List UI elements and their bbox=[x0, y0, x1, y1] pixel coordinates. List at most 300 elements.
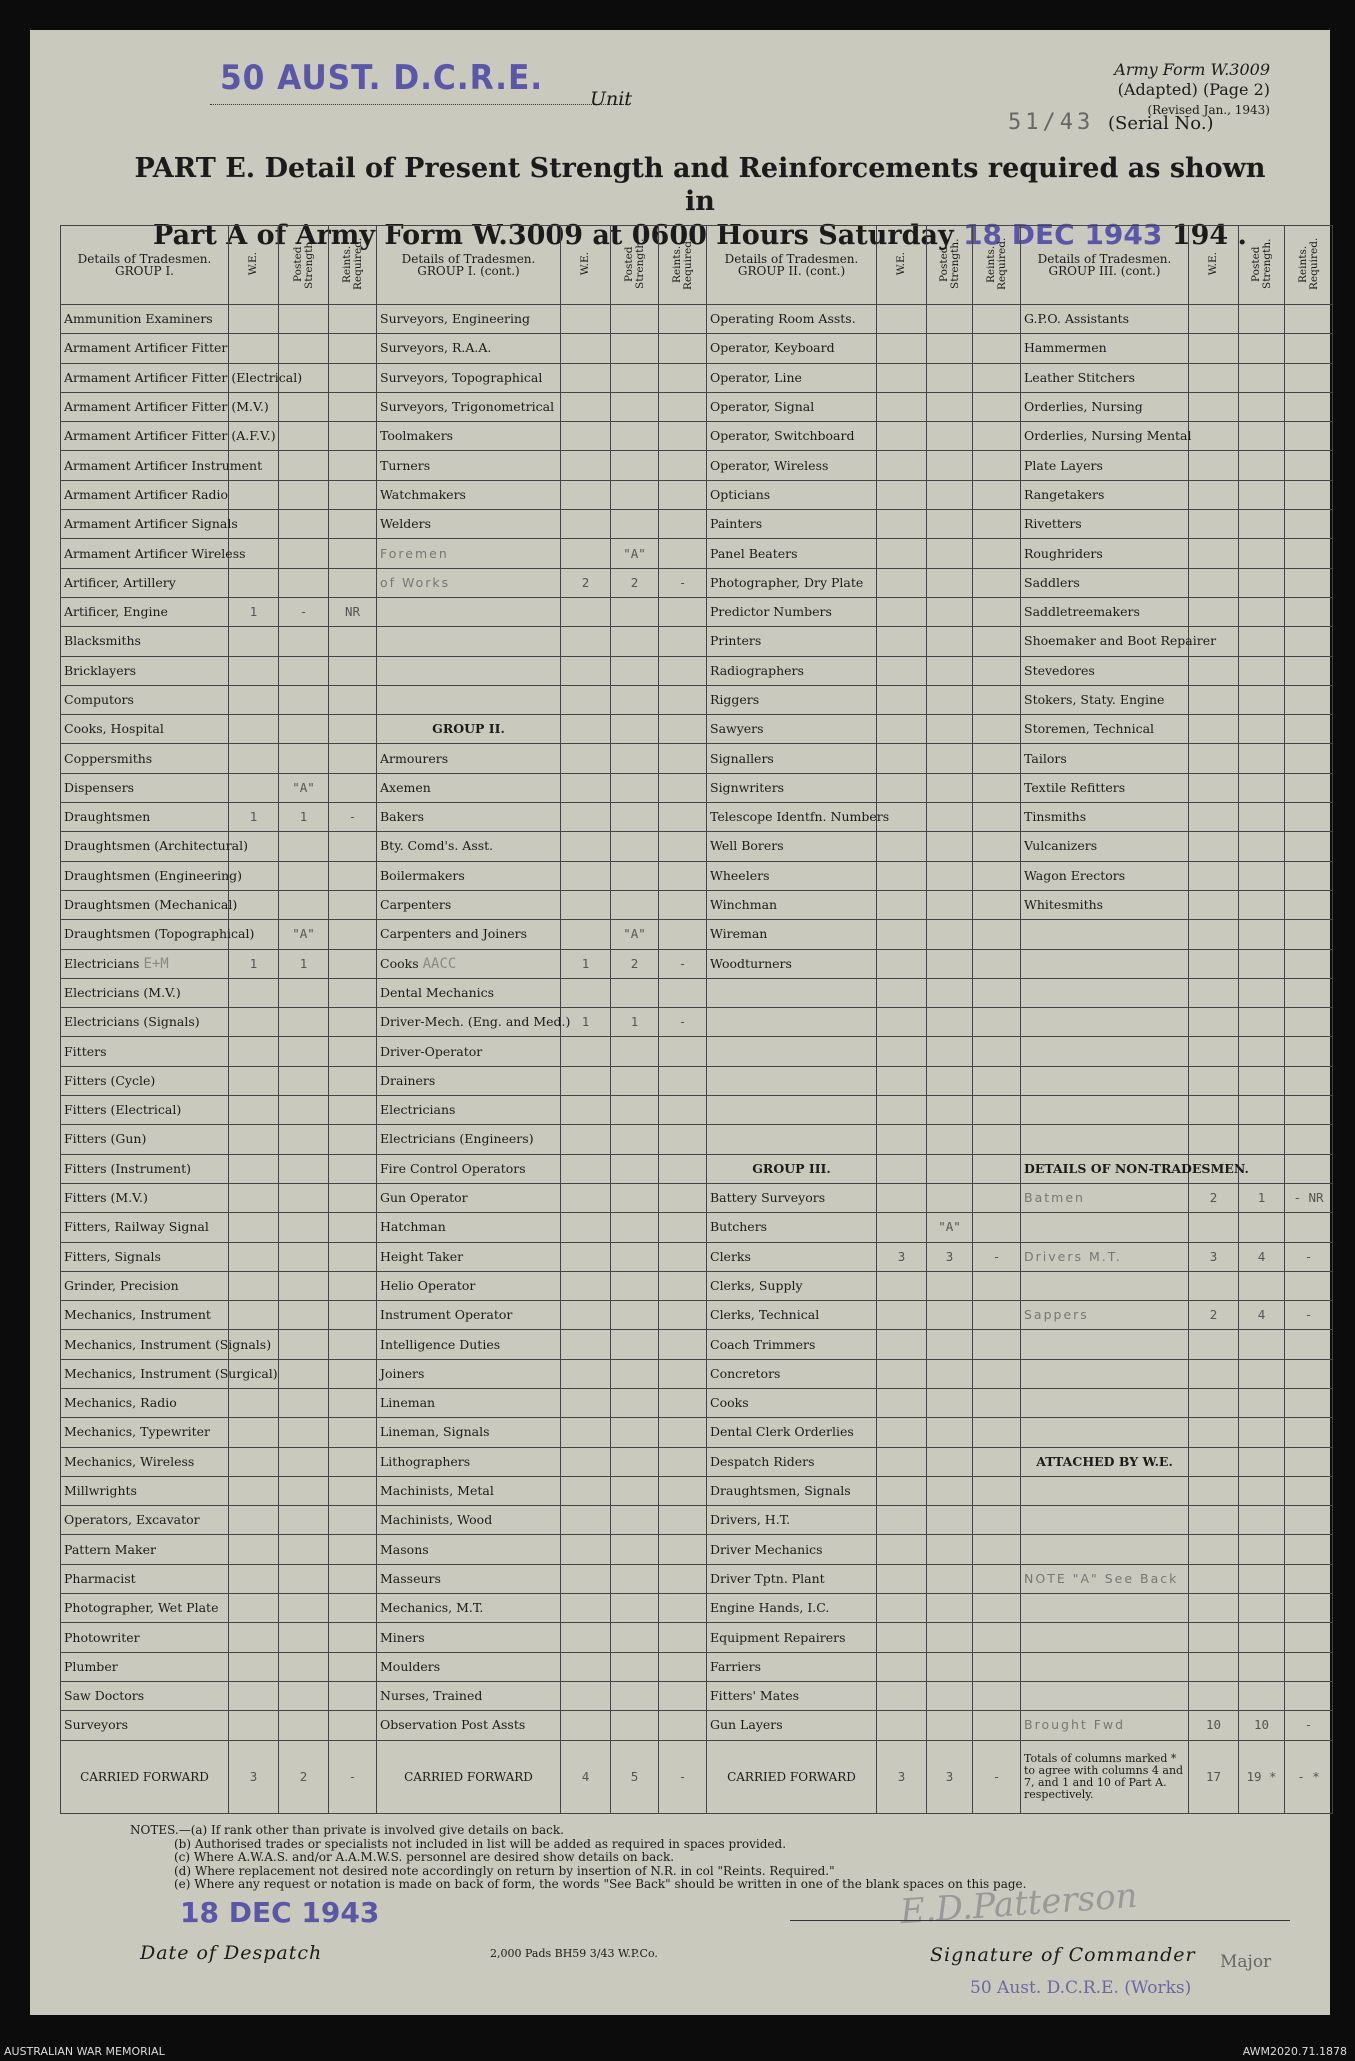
posted-cell bbox=[927, 1506, 973, 1535]
we-cell bbox=[561, 305, 611, 334]
reints-cell bbox=[329, 1096, 377, 1125]
reints-cell bbox=[1285, 627, 1333, 656]
table-row bbox=[61, 1681, 1333, 1710]
we-cell bbox=[1189, 1506, 1239, 1535]
totals-note: Totals of columns marked * to agree with columns 4 and 7, and 1 and 10 of Part A. respectively. bbox=[1021, 1740, 1189, 1813]
posted-cell bbox=[611, 627, 659, 656]
trade-name-cell: Coach Trimmers bbox=[707, 1330, 877, 1359]
reints-cell bbox=[329, 568, 377, 597]
trade-name-cell: Fitters (Gun) bbox=[61, 1125, 229, 1154]
trade-name-cell bbox=[707, 1008, 877, 1037]
reints-cell bbox=[973, 744, 1021, 773]
carried-forward-label: CARRIED FORWARD bbox=[707, 1740, 877, 1813]
posted-cell bbox=[611, 480, 659, 509]
posted-cell bbox=[927, 744, 973, 773]
trade-name-cell: Photographer, Wet Plate bbox=[61, 1594, 229, 1623]
table-row bbox=[61, 363, 1333, 392]
trade-name-cell: Height Taker bbox=[377, 1242, 561, 1271]
reints-cell bbox=[973, 861, 1021, 890]
posted-cell bbox=[927, 1652, 973, 1681]
reints-cell bbox=[1285, 744, 1333, 773]
posted-header: Posted Strength. bbox=[1239, 226, 1285, 305]
trade-name-cell: Signallers bbox=[707, 744, 877, 773]
we-cell bbox=[1189, 685, 1239, 714]
reints-cell bbox=[329, 890, 377, 919]
reints-cell bbox=[659, 539, 707, 568]
we-cell bbox=[877, 363, 927, 392]
trade-name-cell bbox=[1021, 1213, 1189, 1242]
reints-cell bbox=[659, 1183, 707, 1212]
trade-name-cell: Drivers, H.T. bbox=[707, 1506, 877, 1535]
title-line-2-suffix: 194 . bbox=[1171, 220, 1247, 251]
note-b: (b) Authorised trades or specialists not included in list will be added as required in spaces provided. bbox=[174, 1836, 787, 1851]
table-row bbox=[61, 803, 1333, 832]
trade-name-cell: Miners bbox=[377, 1623, 561, 1652]
posted-cell bbox=[611, 305, 659, 334]
archive-credit: AUSTRALIAN WAR MEMORIAL bbox=[4, 2045, 165, 2058]
trade-name-cell: Pharmacist bbox=[61, 1564, 229, 1593]
we-cell bbox=[229, 1594, 279, 1623]
we-cell bbox=[877, 1594, 927, 1623]
trade-name-cell: Telescope Identfn. Numbers bbox=[707, 803, 877, 832]
trade-name-cell: Surveyors, Topographical bbox=[377, 363, 561, 392]
table-row bbox=[61, 1652, 1333, 1681]
trade-name-cell: Plate Layers bbox=[1021, 451, 1189, 480]
trade-name-cell: DETAILS OF NON-TRADESMEN. bbox=[1021, 1154, 1189, 1183]
we-cell bbox=[229, 1242, 279, 1271]
reints-cell bbox=[329, 656, 377, 685]
trade-name-cell: GROUP III. bbox=[707, 1154, 877, 1183]
posted-header: Posted Strength. bbox=[279, 226, 329, 305]
posted-cell bbox=[611, 1388, 659, 1417]
table-row bbox=[61, 1359, 1333, 1388]
reints-cell bbox=[1285, 1125, 1333, 1154]
we-cell bbox=[229, 715, 279, 744]
posted-header: Posted Strength. bbox=[611, 226, 659, 305]
reints-cell bbox=[659, 597, 707, 626]
reints-cell bbox=[1285, 539, 1333, 568]
reints-cell bbox=[659, 510, 707, 539]
reints-cell bbox=[1285, 1330, 1333, 1359]
we-cell bbox=[877, 451, 927, 480]
trade-name-cell: Orderlies, Nursing Mental bbox=[1021, 422, 1189, 451]
posted-cell: "A" bbox=[611, 539, 659, 568]
we-cell bbox=[1189, 334, 1239, 363]
reints-cell bbox=[1285, 510, 1333, 539]
trade-name-cell: Cooks bbox=[707, 1388, 877, 1417]
reints-cell bbox=[329, 1359, 377, 1388]
reints-cell bbox=[659, 1301, 707, 1330]
posted-cell bbox=[927, 1594, 973, 1623]
reints-cell bbox=[659, 1271, 707, 1300]
trade-name-cell bbox=[377, 685, 561, 714]
trade-name-cell: Cooks, Hospital bbox=[61, 715, 229, 744]
trade-name-cell: Clerks bbox=[707, 1242, 877, 1271]
posted-cell bbox=[1239, 1359, 1285, 1388]
posted-cell bbox=[611, 744, 659, 773]
we-cell bbox=[229, 1125, 279, 1154]
reints-cell bbox=[973, 803, 1021, 832]
posted-cell bbox=[279, 890, 329, 919]
we-cell bbox=[561, 510, 611, 539]
reints-cell bbox=[973, 1476, 1021, 1505]
reints-cell bbox=[1285, 1623, 1333, 1652]
trade-name-cell: Electricians (Engineers) bbox=[377, 1125, 561, 1154]
we-cell bbox=[229, 1271, 279, 1300]
trade-name-cell: Driver Mechanics bbox=[707, 1535, 877, 1564]
we-cell bbox=[561, 1096, 611, 1125]
posted-cell bbox=[611, 832, 659, 861]
trade-name-cell bbox=[1021, 1388, 1189, 1417]
posted-cell bbox=[279, 656, 329, 685]
trade-name-cell: Tailors bbox=[1021, 744, 1189, 773]
we-cell bbox=[877, 1535, 927, 1564]
trade-name-cell: Opticians bbox=[707, 480, 877, 509]
trade-name-cell bbox=[1021, 978, 1189, 1007]
reints-cell bbox=[1285, 451, 1333, 480]
reints-cell bbox=[973, 539, 1021, 568]
table-row bbox=[61, 685, 1333, 714]
trade-name-cell: NOTE "A" See Back bbox=[1021, 1564, 1189, 1593]
posted-cell bbox=[611, 1330, 659, 1359]
posted-cell bbox=[611, 422, 659, 451]
we-cell bbox=[1189, 1037, 1239, 1066]
reints-cell bbox=[329, 1681, 377, 1710]
posted-cell bbox=[279, 1711, 329, 1740]
posted-cell bbox=[279, 744, 329, 773]
we-cell: 2 bbox=[1189, 1301, 1239, 1330]
posted-cell bbox=[1239, 1125, 1285, 1154]
cf-g4-we: 17 bbox=[1189, 1740, 1239, 1813]
reints-cell bbox=[659, 978, 707, 1007]
trade-name-cell: Toolmakers bbox=[377, 422, 561, 451]
reints-cell: - bbox=[329, 803, 377, 832]
reints-cell bbox=[1285, 1506, 1333, 1535]
posted-cell bbox=[279, 1418, 329, 1447]
trade-name-cell: GROUP II. bbox=[377, 715, 561, 744]
we-cell bbox=[1189, 1418, 1239, 1447]
reints-cell bbox=[659, 1330, 707, 1359]
table-row bbox=[61, 305, 1333, 334]
we-cell bbox=[877, 1388, 927, 1417]
posted-cell bbox=[279, 1359, 329, 1388]
we-cell bbox=[877, 627, 927, 656]
despatch-label: Date of Despatch bbox=[140, 1942, 323, 1964]
trade-name-cell: Saddlers bbox=[1021, 568, 1189, 597]
reints-cell bbox=[329, 627, 377, 656]
we-cell bbox=[1189, 1564, 1239, 1593]
trade-name-cell: Draughtsmen, Signals bbox=[707, 1476, 877, 1505]
reints-cell bbox=[1285, 392, 1333, 421]
table-row bbox=[61, 1711, 1333, 1740]
we-cell bbox=[561, 1623, 611, 1652]
trade-name-cell: Signwriters bbox=[707, 773, 877, 802]
trade-name-cell: Operating Room Assts. bbox=[707, 305, 877, 334]
we-cell bbox=[561, 1183, 611, 1212]
posted-cell bbox=[279, 392, 329, 421]
trade-name-cell: Blacksmiths bbox=[61, 627, 229, 656]
trade-name-cell: Mechanics, Typewriter bbox=[61, 1418, 229, 1447]
trade-name-cell: Sawyers bbox=[707, 715, 877, 744]
trade-name-cell: Surveyors, Trigonometrical bbox=[377, 392, 561, 421]
reints-cell: - bbox=[1285, 1242, 1333, 1271]
reints-cell bbox=[329, 1623, 377, 1652]
trade-name-cell: Fire Control Operators bbox=[377, 1154, 561, 1183]
reints-cell bbox=[973, 568, 1021, 597]
reints-cell bbox=[659, 656, 707, 685]
reints-cell: - bbox=[659, 1008, 707, 1037]
serial-number bbox=[1008, 110, 1214, 135]
posted-cell bbox=[927, 1388, 973, 1417]
trade-name-cell: Predictor Numbers bbox=[707, 597, 877, 626]
trade-name-cell: Sappers bbox=[1021, 1301, 1189, 1330]
reints-cell bbox=[1285, 1418, 1333, 1447]
reints-cell bbox=[329, 1652, 377, 1681]
posted-cell bbox=[927, 861, 973, 890]
trade-name-cell: G.P.O. Assistants bbox=[1021, 305, 1189, 334]
reints-cell bbox=[659, 1594, 707, 1623]
posted-cell bbox=[611, 1271, 659, 1300]
trade-name-cell: Dispensers bbox=[61, 773, 229, 802]
we-cell bbox=[561, 890, 611, 919]
trade-name-cell bbox=[1021, 1008, 1189, 1037]
posted-cell bbox=[611, 773, 659, 802]
table-row bbox=[61, 1388, 1333, 1417]
posted-cell bbox=[279, 422, 329, 451]
reints-cell bbox=[973, 949, 1021, 978]
trade-name-cell: Clerks, Supply bbox=[707, 1271, 877, 1300]
reints-cell bbox=[973, 1330, 1021, 1359]
reints-cell bbox=[973, 1359, 1021, 1388]
table-row bbox=[61, 1476, 1333, 1505]
we-cell bbox=[229, 1418, 279, 1447]
reints-cell bbox=[659, 890, 707, 919]
posted-cell bbox=[279, 715, 329, 744]
posted-cell bbox=[1239, 978, 1285, 1007]
we-cell bbox=[229, 1008, 279, 1037]
reints-cell bbox=[973, 305, 1021, 334]
form-number: Army Form W.3009 bbox=[1114, 60, 1270, 79]
posted-cell bbox=[927, 539, 973, 568]
reints-cell bbox=[1285, 656, 1333, 685]
we-cell bbox=[561, 744, 611, 773]
reints-cell bbox=[659, 1476, 707, 1505]
posted-header: Posted Strength. bbox=[927, 226, 973, 305]
trade-name-cell: Saddletreemakers bbox=[1021, 597, 1189, 626]
posted-cell bbox=[279, 1125, 329, 1154]
table-row bbox=[61, 920, 1333, 949]
reints-cell bbox=[973, 890, 1021, 919]
note-a: NOTES.—(a) If rank other than private is involved give details on back. bbox=[130, 1823, 564, 1837]
table-row bbox=[61, 1037, 1333, 1066]
trade-name-cell: Stevedores bbox=[1021, 656, 1189, 685]
reints-cell bbox=[1285, 1535, 1333, 1564]
we-cell bbox=[877, 1359, 927, 1388]
we-cell bbox=[561, 539, 611, 568]
we-cell bbox=[561, 597, 611, 626]
table-row bbox=[61, 744, 1333, 773]
trade-name-cell: Storemen, Technical bbox=[1021, 715, 1189, 744]
posted-cell bbox=[279, 1388, 329, 1417]
reints-header: Reints. Required. bbox=[659, 226, 707, 305]
posted-cell: 2 bbox=[611, 568, 659, 597]
trade-name-cell: Machinists, Metal bbox=[377, 1476, 561, 1505]
trade-name-cell: Fitters bbox=[61, 1037, 229, 1066]
trade-name-cell: Panel Beaters bbox=[707, 539, 877, 568]
trade-name-cell: Wheelers bbox=[707, 861, 877, 890]
trade-name-cell: Painters bbox=[707, 510, 877, 539]
we-cell bbox=[229, 744, 279, 773]
posted-cell bbox=[1239, 1066, 1285, 1095]
we-header: W.E. bbox=[877, 226, 927, 305]
trade-name-cell bbox=[1021, 1623, 1189, 1652]
reints-cell bbox=[973, 597, 1021, 626]
trade-name-cell: Draughtsmen (Architectural) bbox=[61, 832, 229, 861]
reints-cell bbox=[973, 422, 1021, 451]
reints-cell bbox=[659, 1066, 707, 1095]
table-row bbox=[61, 715, 1333, 744]
reints-cell bbox=[973, 451, 1021, 480]
trade-name-cell: Drainers bbox=[377, 1066, 561, 1095]
we-cell bbox=[1189, 1271, 1239, 1300]
we-cell bbox=[229, 978, 279, 1007]
trade-name-cell bbox=[707, 978, 877, 1007]
trade-name-cell: Electricians bbox=[377, 1096, 561, 1125]
posted-cell bbox=[927, 890, 973, 919]
trade-name-cell: Stokers, Staty. Engine bbox=[1021, 685, 1189, 714]
we-cell bbox=[561, 1125, 611, 1154]
trade-name-cell: ATTACHED BY W.E. bbox=[1021, 1447, 1189, 1476]
posted-cell bbox=[1239, 656, 1285, 685]
trade-name-cell bbox=[707, 1037, 877, 1066]
posted-cell bbox=[611, 1594, 659, 1623]
we-cell: 1 bbox=[229, 597, 279, 626]
reints-cell bbox=[659, 1418, 707, 1447]
table-row bbox=[61, 334, 1333, 363]
posted-cell bbox=[927, 1330, 973, 1359]
we-cell bbox=[561, 422, 611, 451]
we-cell bbox=[877, 656, 927, 685]
reints-cell bbox=[659, 422, 707, 451]
trade-name-cell bbox=[1021, 1359, 1189, 1388]
reints-cell bbox=[659, 1125, 707, 1154]
we-cell bbox=[877, 715, 927, 744]
we-cell bbox=[877, 1506, 927, 1535]
trade-name-cell: Gun Operator bbox=[377, 1183, 561, 1212]
reints-cell bbox=[659, 715, 707, 744]
trade-name-cell: Draughtsmen (Topographical) bbox=[61, 920, 229, 949]
posted-cell bbox=[1239, 568, 1285, 597]
despatch-date-stamp: 18 DEC 1943 bbox=[180, 1896, 380, 1929]
we-cell bbox=[877, 1008, 927, 1037]
trade-name-cell: Woodturners bbox=[707, 949, 877, 978]
signer-unit-stamp: 50 Aust. D.C.R.E. (Works) bbox=[970, 1978, 1192, 1998]
posted-cell bbox=[611, 363, 659, 392]
we-cell bbox=[877, 1066, 927, 1095]
posted-cell: "A" bbox=[279, 920, 329, 949]
reints-cell bbox=[1285, 422, 1333, 451]
reints-cell bbox=[973, 480, 1021, 509]
reints-cell bbox=[1285, 1213, 1333, 1242]
trade-name-cell: Leather Stitchers bbox=[1021, 363, 1189, 392]
trade-name-cell bbox=[707, 1125, 877, 1154]
reints-cell bbox=[973, 656, 1021, 685]
trade-name-cell: Operators, Excavator bbox=[61, 1506, 229, 1535]
posted-cell bbox=[279, 1183, 329, 1212]
reints-cell bbox=[329, 1183, 377, 1212]
we-cell bbox=[561, 978, 611, 1007]
we-cell bbox=[877, 334, 927, 363]
we-cell bbox=[229, 1476, 279, 1505]
trade-name-cell: Lineman bbox=[377, 1388, 561, 1417]
trade-name-cell: Wireman bbox=[707, 920, 877, 949]
reints-cell bbox=[973, 1418, 1021, 1447]
trade-name-cell: Fitters (M.V.) bbox=[61, 1183, 229, 1212]
we-cell bbox=[1189, 422, 1239, 451]
posted-cell: 1 bbox=[279, 803, 329, 832]
reints-cell bbox=[329, 1711, 377, 1740]
table-row bbox=[61, 1594, 1333, 1623]
we-cell bbox=[561, 920, 611, 949]
posted-cell bbox=[1239, 363, 1285, 392]
we-cell bbox=[561, 1418, 611, 1447]
trade-name-cell: Radiographers bbox=[707, 656, 877, 685]
trade-name-cell: Masons bbox=[377, 1535, 561, 1564]
trade-name-cell: Operator, Signal bbox=[707, 392, 877, 421]
trade-name-cell: Foremen bbox=[377, 539, 561, 568]
posted-cell bbox=[927, 1535, 973, 1564]
posted-cell bbox=[611, 1037, 659, 1066]
we-cell bbox=[561, 773, 611, 802]
reints-cell bbox=[1285, 1447, 1333, 1476]
cf-g4-reints: - * bbox=[1285, 1740, 1333, 1813]
reints-cell bbox=[329, 1594, 377, 1623]
reints-cell bbox=[329, 1242, 377, 1271]
we-cell bbox=[1189, 510, 1239, 539]
posted-cell bbox=[611, 334, 659, 363]
trade-name-cell: Mechanics, M.T. bbox=[377, 1594, 561, 1623]
posted-cell bbox=[611, 890, 659, 919]
posted-cell bbox=[611, 1066, 659, 1095]
posted-cell bbox=[927, 480, 973, 509]
we-cell bbox=[561, 715, 611, 744]
we-cell bbox=[1189, 1066, 1239, 1095]
we-cell bbox=[561, 451, 611, 480]
reints-cell bbox=[973, 1096, 1021, 1125]
posted-cell bbox=[927, 1183, 973, 1212]
reints-cell bbox=[973, 1213, 1021, 1242]
we-cell bbox=[1189, 597, 1239, 626]
posted-cell bbox=[611, 1506, 659, 1535]
posted-cell bbox=[1239, 451, 1285, 480]
posted-cell bbox=[279, 1476, 329, 1505]
posted-cell bbox=[927, 305, 973, 334]
reints-cell bbox=[659, 832, 707, 861]
posted-cell bbox=[279, 1506, 329, 1535]
reints-cell bbox=[973, 1066, 1021, 1095]
posted-cell bbox=[927, 1096, 973, 1125]
we-cell bbox=[1189, 1330, 1239, 1359]
posted-cell bbox=[611, 1359, 659, 1388]
reints-cell bbox=[329, 1564, 377, 1593]
we-cell bbox=[229, 1681, 279, 1710]
reints-cell bbox=[1285, 1388, 1333, 1417]
we-cell bbox=[561, 392, 611, 421]
posted-cell: 2 bbox=[611, 949, 659, 978]
we-cell bbox=[229, 1535, 279, 1564]
trade-name-cell: Joiners bbox=[377, 1359, 561, 1388]
reints-cell bbox=[1285, 1652, 1333, 1681]
